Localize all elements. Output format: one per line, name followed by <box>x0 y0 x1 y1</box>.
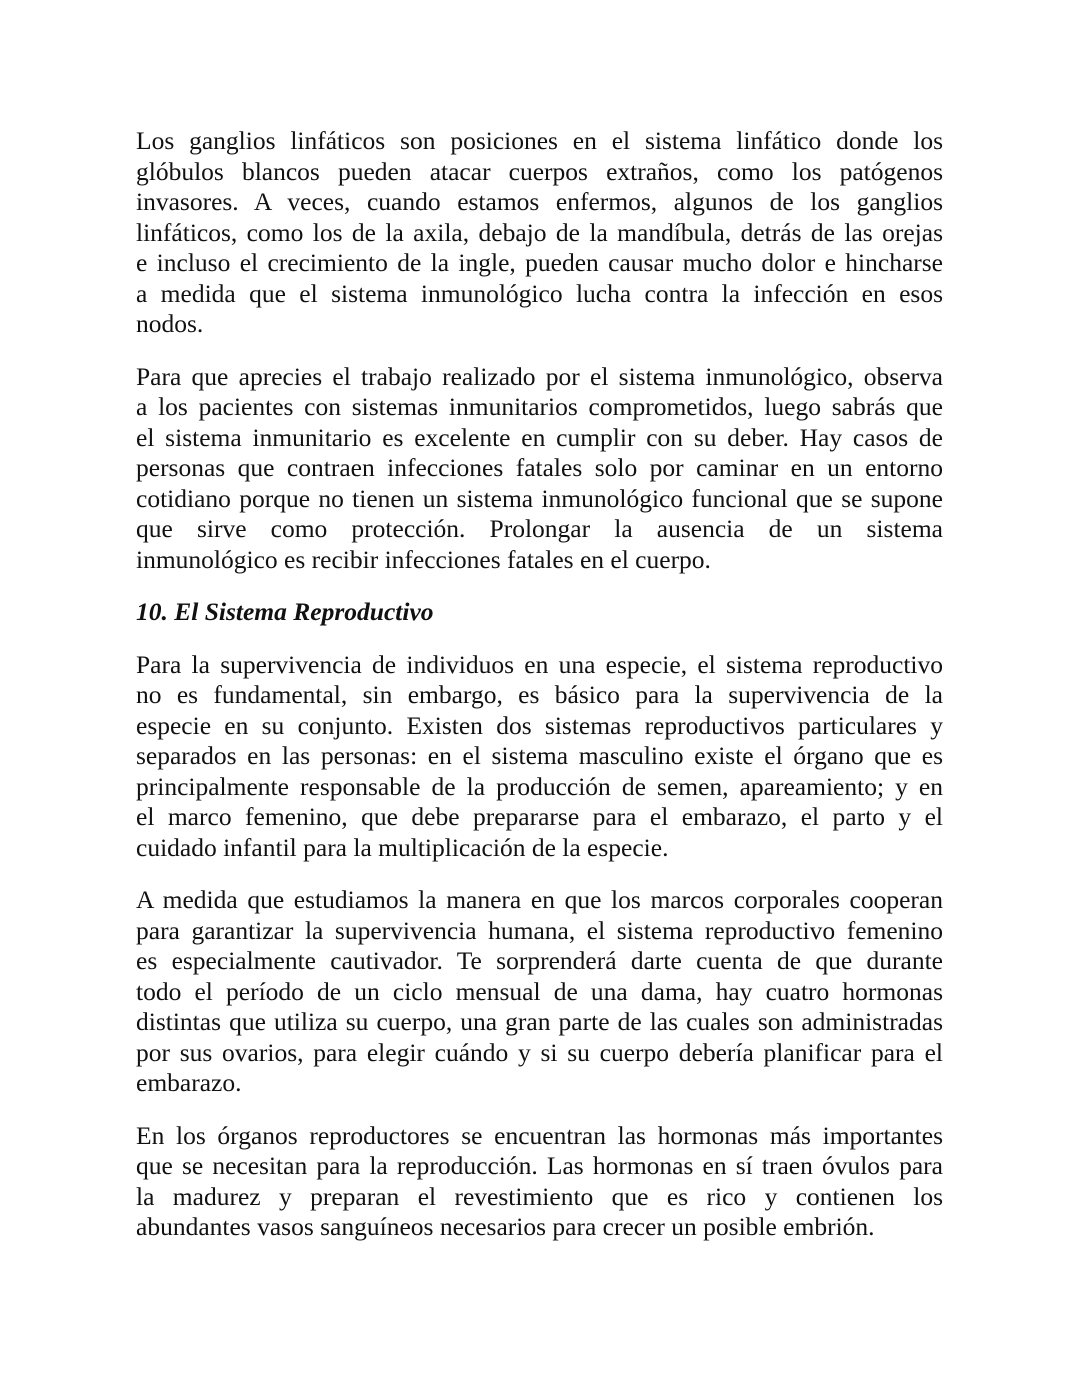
paragraph <box>136 650 943 864</box>
text-line: personas que contraen infecciones fatales solo por caminar en un entorno <box>136 453 943 482</box>
text-line: abundantes vasos sanguíneos necesarios para crecer un posible embrión. <box>136 1212 875 1241</box>
paragraph <box>136 1121 943 1243</box>
paragraph <box>136 126 943 340</box>
text-line: invasores. A veces, cuando estamos enfermos, algunos de los ganglios <box>136 187 943 216</box>
paragraph <box>136 885 943 1099</box>
text-line: Para la supervivencia de individuos en una especie, el sistema reproductivo <box>136 649 943 679</box>
text-line: el marco femenino, que debe prepararse para el embarazo, el parto y el <box>136 802 943 831</box>
text-line: nodos. <box>136 309 204 338</box>
text-line: A medida que estudiamos la manera en que los marcos corporales cooperan <box>136 885 943 914</box>
text-line: separados en las personas: en el sistema masculino existe el órgano que es <box>136 741 943 770</box>
text-line: a medida que el sistema inmunológico lucha contra la infección en esos <box>136 278 943 308</box>
text-line: linfáticos, como los de la axila, debajo de la mandíbula, detrás de las orejas <box>136 217 943 247</box>
text-line: Los ganglios linfáticos son posiciones en el sistema linfático donde los <box>136 126 943 155</box>
section-heading: 10. El Sistema Reproductivo <box>136 597 434 626</box>
text-line: distintas que utiliza su cuerpo, una gran parte de las cuales son administradas <box>136 1007 943 1036</box>
text-line: especie en su conjunto. Existen dos sistemas reproductivos particulares y <box>136 710 943 740</box>
text-line: a los pacientes con sistemas inmunitarios comprometidos, luego sabrás que <box>136 392 943 421</box>
text-line: principalmente responsable de la producción de semen, apareamiento; y en <box>136 771 943 801</box>
text-line: todo el período de un ciclo mensual de una dama, hay cuatro hormonas <box>136 976 943 1006</box>
document-page <box>136 126 943 1265</box>
text-line: inmunológico es recibir infecciones fatales en el cuerpo. <box>136 544 711 574</box>
text-line: no es fundamental, sin embargo, es básico para la supervivencia de la <box>136 680 943 709</box>
text-line: glóbulos blancos pueden atacar cuerpos extraños, como los patógenos <box>136 156 943 186</box>
text-line: En los órganos reproductores se encuentran las hormonas más importantes <box>136 1120 943 1150</box>
text-line: el sistema inmunitario es excelente en cumplir con su deber. Hay casos de <box>136 422 943 452</box>
paragraph <box>136 362 943 576</box>
text-line: por sus ovarios, para elegir cuándo y si su cuerpo debería planificar para el <box>136 1037 943 1067</box>
text-line: para garantizar la supervivencia humana, el sistema reproductivo femenino <box>136 915 943 945</box>
text-line: que se necesitan para la reproducción. Las hormonas en sí traen óvulos para <box>136 1151 943 1180</box>
text-line: embarazo. <box>136 1068 242 1097</box>
text-line: cotidiano porque no tienen un sistema inmunológico funcional que se supone <box>136 483 943 513</box>
text-line: cuidado infantil para la multiplicación de la especie. <box>136 832 669 862</box>
text-line: e incluso el crecimiento de la ingle, pueden causar mucho dolor e hincharse <box>136 248 943 277</box>
text-line: Para que aprecies el trabajo realizado por el sistema inmunológico, observa <box>136 361 943 391</box>
text-line: que sirve como protección. Prolongar la ausencia de un sistema <box>136 514 943 543</box>
text-line: es especialmente cautivador. Te sorprenderá darte cuenta de que durante <box>136 946 943 975</box>
text-line: la madurez y preparan el revestimiento que es rico y contienen los <box>136 1181 943 1211</box>
